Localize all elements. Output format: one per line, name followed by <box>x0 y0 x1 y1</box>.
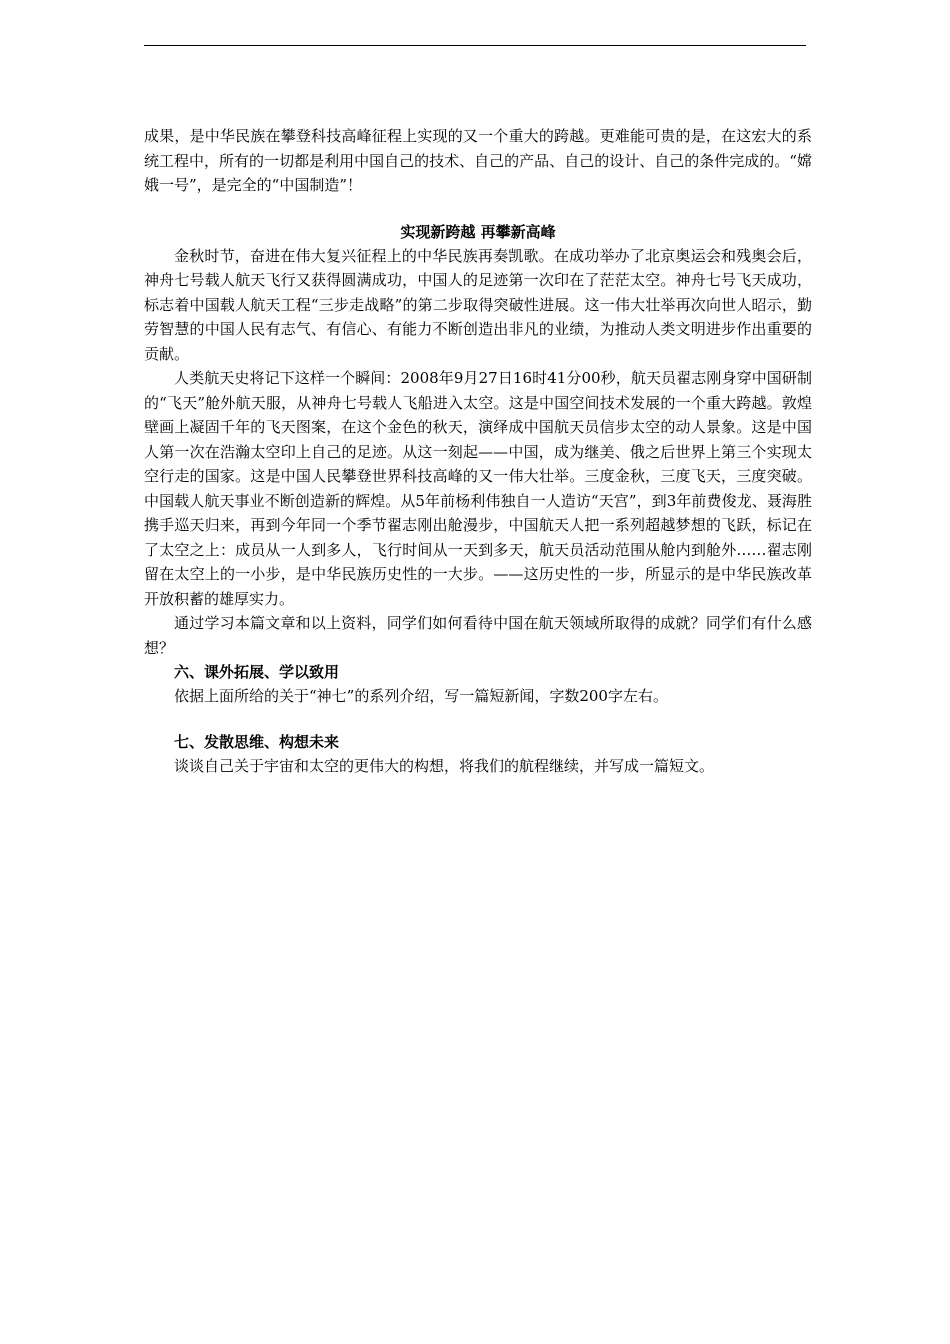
section-6-text: 依据上面所给的关于“神七”的系列介绍，写一篇短新闻，字数200字左右。 <box>174 687 668 705</box>
question-paragraph: 通过学习本篇文章和以上资料，同学们如何看待中国在航天领域所取得的成就？同学们有什么感想？ <box>144 614 812 657</box>
intro-paragraph: 成果，是中华民族在攀登科技高峰征程上实现的又一个重大的跨越。更难能可贵的是，在这宏大的系统工程中，所有的一切都是利用中国自己的技术、自己的产品、自己的设计、自己的条件完成的。“嫦娥一号”，是完全的“中国制造”！ <box>144 127 812 194</box>
spacer <box>144 709 812 730</box>
section-7-heading: 七、发散思维、构想未来 <box>174 732 340 751</box>
article-paragraph-2: 人类航天史将记下这样一个瞬间：2008年9月27日16时41分00秒，航天员翟志刚身穿中国研制的“飞天”舱外航天服，从神舟七号载人飞船进入太空。这是中国空间技术发展的一个重大跨越。敦煌壁画上凝固千年的飞天图案，在这个金色的秋天，演绎成中国航天员信步太空的动人景象。这是中国人第一次在浩瀚太空印上自己的足迹。从这一刻起——中国，成为继美、俄之后世界上第三个实现太空行走的国家。这是中国人民攀登世界科技高峰的又一伟大壮举。三度金秋，三度飞天，三度突破。中国载人航天事业不断创造新的辉煌。从5年前杨利伟独自一人造访“天宫”，到3年前费俊龙、聂海胜携手巡天归来，再到今年同一个季节翟志刚出舱漫步，中国航天人把一系列超越梦想的飞跃，标记在了太空之上：成员从一人到多人，飞行时间从一天到多天，航天员活动范围从舱内到舱外……翟志刚留在太空上的一小步，是中华民族历史性的一大步。——这历史性的一步，所显示的是中华民族改革开放积蓄的雄厚实力。 <box>144 369 812 608</box>
section-6-heading: 六、课外拓展、学以致用 <box>174 663 340 681</box>
article-paragraph-1: 金秋时节，奋进在伟大复兴征程上的中华民族再奏凯歌。在成功举办了北京奥运会和残奥会后，神舟七号载人航天飞行又获得圆满成功，中国人的足迹第一次印在了茫茫太空。神舟七号飞天成功，标志着中国载人航天工程“三步走战略”的第二步取得突破性进展。这一伟大壮举再次向世人昭示，勤劳智慧的中国人民有志气、有信心、有能力不断创造出非凡的业绩，为推动人类文明进步作出重要的贡献。 <box>144 246 812 363</box>
header-rule <box>144 45 806 46</box>
article-title: 实现新跨越 再攀新高峰 <box>400 222 556 241</box>
spacer <box>144 198 812 220</box>
document-body <box>144 124 812 778</box>
section-7-text: 谈谈自己关于宇宙和太空的更伟大的构想，将我们的航程继续，并写成一篇短文。 <box>174 756 715 775</box>
